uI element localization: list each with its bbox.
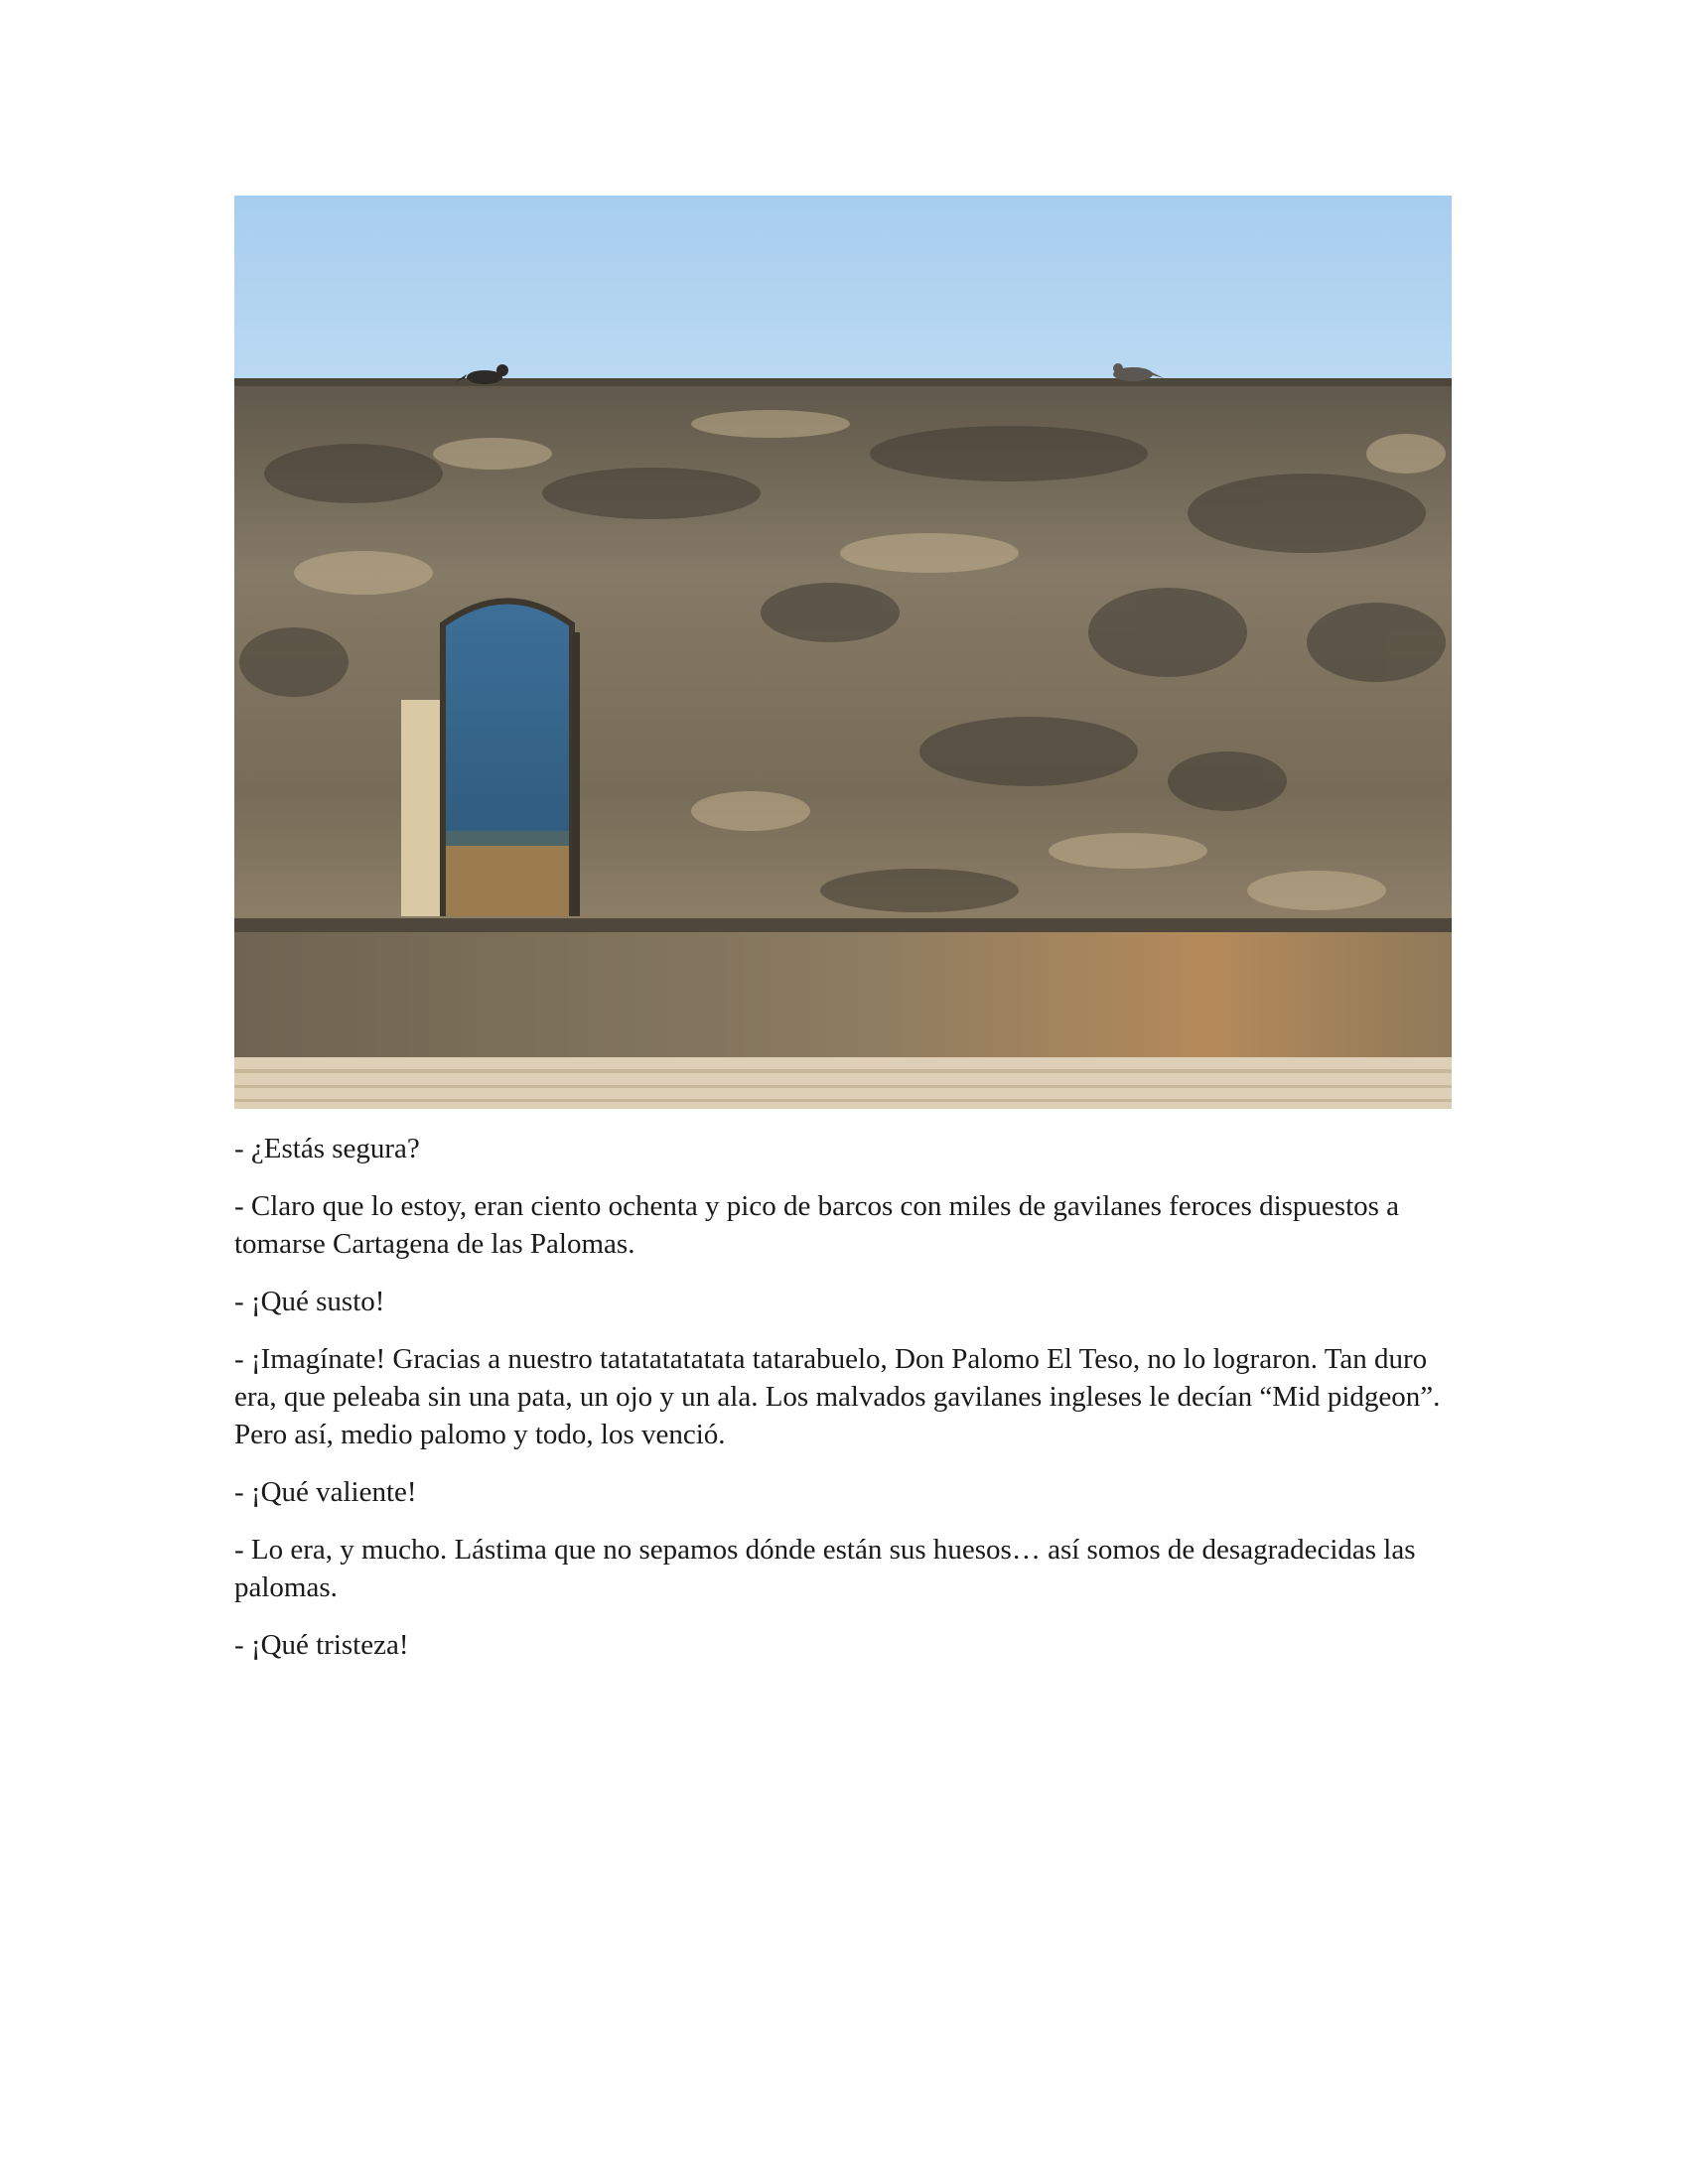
sky xyxy=(234,196,1452,394)
dialogue-line: - Lo era, y mucho. Lástima que no sepamos dónde están sus huesos… así somos de desagradecidas las palomas. xyxy=(234,1534,1416,1603)
dialogue-line: - ¡Qué valiente! xyxy=(234,1476,417,1508)
stone-pillar xyxy=(401,700,443,916)
dialogue-line: - Claro que lo estoy, eran ciento ochenta y pico de barcos con miles de gavilanes feroces dispuestos a tomarse Cartagena de las Palomas. xyxy=(234,1190,1400,1260)
dialogue-text xyxy=(234,1130,1452,1684)
photo-stone-wall-arch xyxy=(234,196,1452,1109)
dialogue-line: - ¡Qué tristeza! xyxy=(234,1629,409,1661)
dialogue-line: - ¿Estás segura? xyxy=(234,1133,420,1164)
wall-base xyxy=(234,918,1452,932)
dialogue-line: - ¡Qué susto! xyxy=(234,1286,385,1317)
dialogue-line: - ¡Imagínate! Gracias a nuestro tatatatatatata tatarabuelo, Don Palomo El Teso, no lo lograron. Tan duro era, que peleaba sin una pata, un ojo y un ala. Los malvados gavilanes ingleses le decían “Mid pidgeon”. Pero así, medio palomo y todo, los venció. xyxy=(234,1343,1441,1450)
